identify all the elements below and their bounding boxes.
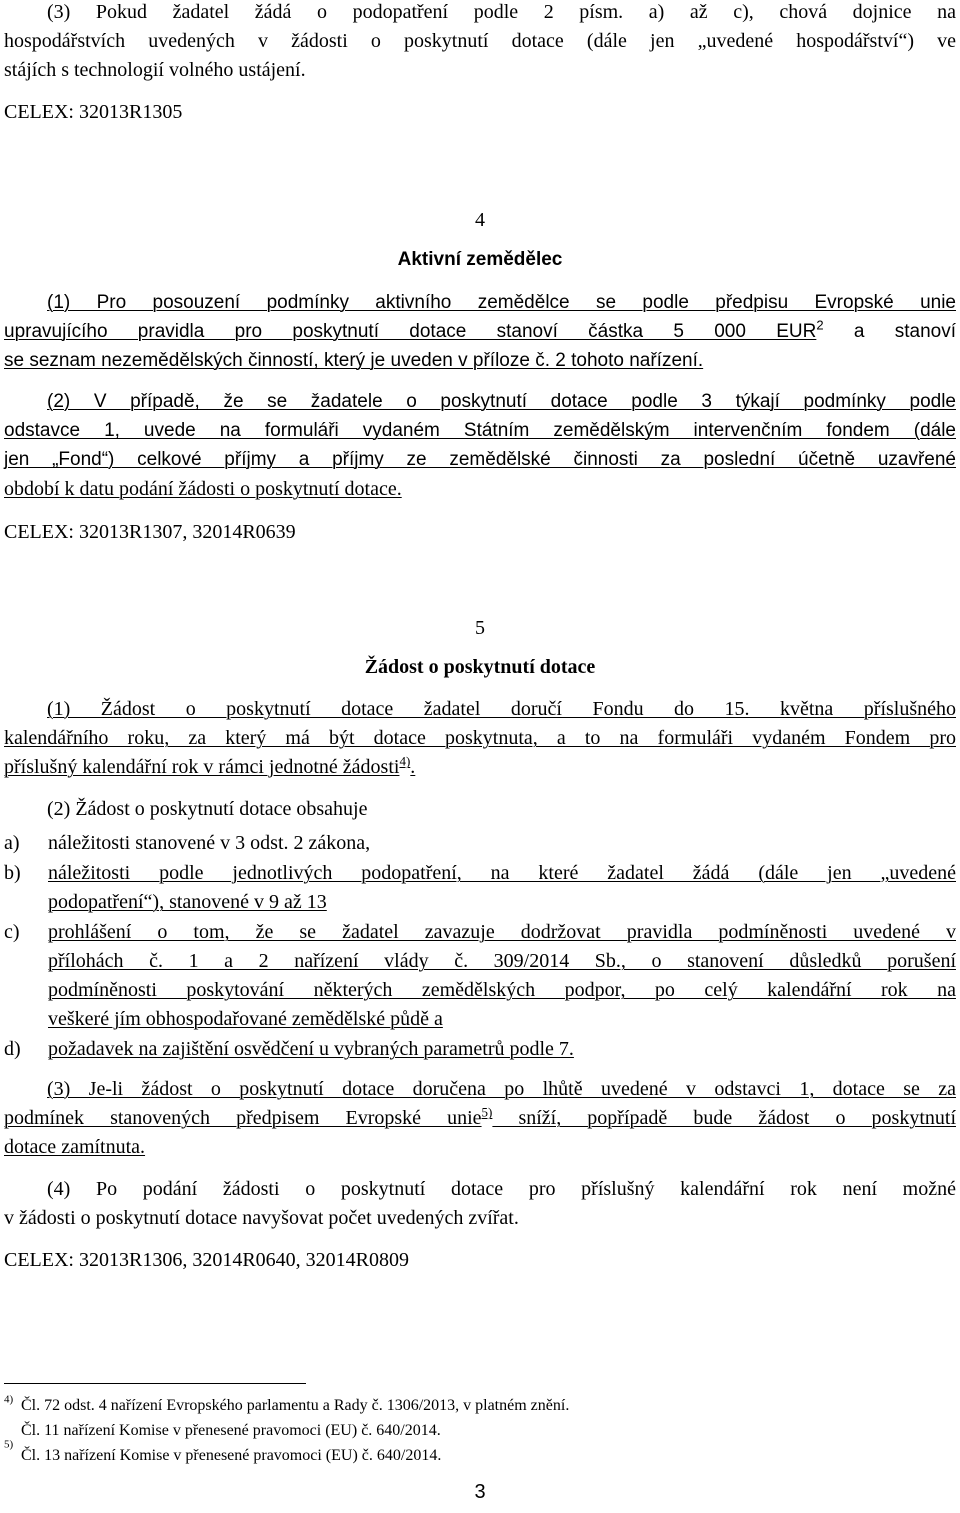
- section-number: 5: [475, 617, 485, 639]
- footnote: [4, 1395, 13, 1415]
- footnote-text: Čl. 13 nařízení Komise v přenesené pravomoci (EU) č. 640/2014.: [21, 1447, 442, 1464]
- celex-reference: CELEX: 32013R1306, 32014R0640, 32014R0809: [4, 1249, 410, 1271]
- list-item: [48, 949, 956, 973]
- list-item: [48, 978, 956, 1002]
- paragraph-line: [4, 317, 957, 344]
- list-item-label: b): [4, 862, 21, 884]
- underlined-text: odstavce 1, uvede na formuláři vydaném Státním zemědělským intervenčním fondem (dále: [4, 420, 956, 441]
- underlined-text: podmínek stanovených předpisem Evropské unie: [4, 1107, 482, 1129]
- underlined-text: požadavek na zajištění osvědčení u vybraných parametrů podle 7.: [48, 1038, 574, 1060]
- underlined-text: podmíněnosti poskytování některých zemědělských podpor, po celý kalendářní rok na: [48, 979, 956, 1001]
- underlined-text: náležitosti podle jednotlivých podopatření, na které žadatel žádá (dále jen „uvedené: [48, 862, 956, 884]
- underlined-text: (1) Pro posouzení podmínky aktivního zemědělce se podle předpisu Evropské unie: [47, 292, 956, 313]
- paragraph-line: [4, 448, 956, 472]
- section-title: Aktivní zemědělec: [397, 249, 563, 270]
- footnote-mark: 5): [4, 1438, 14, 1451]
- footnote-mark: 4): [4, 1393, 14, 1406]
- underlined-text: prohlášení o tom, že se žadatel zavazuje dodržovat pravidla podmíněnosti uvedené v: [48, 921, 956, 943]
- paragraph-line: [4, 1135, 956, 1159]
- text-span: .: [410, 756, 416, 778]
- footnote-text: Čl. 72 odst. 4 nařízení Evropského parlamentu a Rady č. 1306/2013, v platném znění.: [21, 1397, 570, 1414]
- underlined-text: dotace zamítnuta.: [4, 1136, 146, 1158]
- underlined-text: sníží, popřípadě bude žádost o poskytnutí: [492, 1107, 956, 1129]
- paragraph-line: stájích s technologií volného ustájení.: [4, 59, 306, 81]
- paragraph-line: [4, 349, 956, 373]
- underlined-text: kalendářního roku, za který má být dotace poskytnuta, a to na formuláři vydaném Fondem pro: [4, 727, 956, 749]
- list-item-label: d): [4, 1038, 21, 1060]
- list-item: náležitosti stanovené v 3 odst. 2 zákona,: [48, 832, 371, 854]
- list-item: [48, 920, 956, 944]
- footnote: [4, 1440, 13, 1460]
- paragraph-line: [4, 419, 956, 443]
- paragraph-line: [4, 1106, 956, 1130]
- list-item: [48, 890, 956, 914]
- underlined-text: (3) Je-li žádost o poskytnutí dotace doručena po lhůtě uvedené v odstavci 1, dotace se za: [47, 1078, 956, 1100]
- underlined-text: veškeré jím obhospodařované zemědělské půdě a: [48, 1008, 443, 1030]
- list-item: [48, 861, 956, 885]
- underlined-text: jen „Fond“) celkové příjmy a příjmy ze zemědělské činnosti za poslední účetně uzavřené: [4, 449, 956, 470]
- underlined-text: podopatření“), stanovené v 9 až 13: [48, 891, 327, 913]
- celex-reference: CELEX: 32013R1307, 32014R0639: [4, 521, 296, 543]
- paragraph-line: [47, 1077, 956, 1101]
- list-item: [48, 1037, 956, 1061]
- underlined-text: přílohách č. 1 a 2 nařízení vlády č. 309/2014 Sb., o stanovení důsledků porušení: [48, 950, 956, 972]
- underlined-text: (1) Žádost o poskytnutí dotace žadatel doručí Fondu do 15. května příslušného: [47, 698, 956, 720]
- page-number: 3: [474, 1481, 486, 1503]
- footnote-marker: 4): [399, 753, 411, 769]
- underlined-text: se seznam nezemědělských činností, který je uveden v příloze č. 2 tohoto nařízení.: [4, 350, 704, 371]
- underlined-text: (2) V případě, že se žadatele o poskytnutí dotace podle 3 týkají podmínky podle: [47, 391, 956, 412]
- underlined-text: upravujícího pravidla pro poskytnutí dotace stanoví částka 5 000 EUR: [4, 321, 817, 342]
- section-number: 4: [475, 209, 485, 231]
- paragraph-line: [47, 697, 956, 721]
- paragraph-line: (4) Po podání žádosti o poskytnutí dotace pro příslušný kalendářní rok není možné: [47, 1178, 956, 1200]
- paragraph-line: v žádosti o poskytnutí dotace navyšovat počet uvedených zvířat.: [4, 1207, 519, 1229]
- list-item: [48, 1007, 956, 1031]
- paragraph-line: [4, 477, 956, 501]
- paragraph-line: hospodářstvích uvedených v žádosti o poskytnutí dotace (dále jen „uvedené hospodářství“) ve: [4, 30, 956, 52]
- footnote-separator: [4, 1383, 306, 1384]
- paragraph-line: [4, 726, 956, 750]
- section-title: Žádost o poskytnutí dotace: [364, 656, 596, 678]
- paragraph-line: [4, 755, 956, 779]
- paragraph-line: (2) Žádost o poskytnutí dotace obsahuje: [47, 798, 368, 820]
- paragraph-line: [47, 390, 956, 414]
- list-item-label: a): [4, 832, 20, 854]
- footnote-marker: 2: [816, 317, 824, 333]
- footnote-marker: 5): [481, 1104, 493, 1120]
- text-span: a stanoví: [823, 321, 957, 342]
- paragraph-line: (3) Pokud žadatel žádá o podopatření podle 2 písm. a) až c), chová dojnice na: [47, 1, 956, 23]
- underlined-text: příslušný kalendářní rok v rámci jednotné žádosti: [4, 756, 400, 778]
- underlined-text: období k datu podání žádosti o poskytnutí dotace.: [4, 478, 402, 500]
- footnote-text: Čl. 11 nařízení Komise v přenesené pravomoci (EU) č. 640/2014.: [21, 1422, 441, 1439]
- celex-reference: CELEX: 32013R1305: [4, 101, 183, 123]
- paragraph-line: [47, 291, 956, 315]
- list-item-label: c): [4, 921, 20, 943]
